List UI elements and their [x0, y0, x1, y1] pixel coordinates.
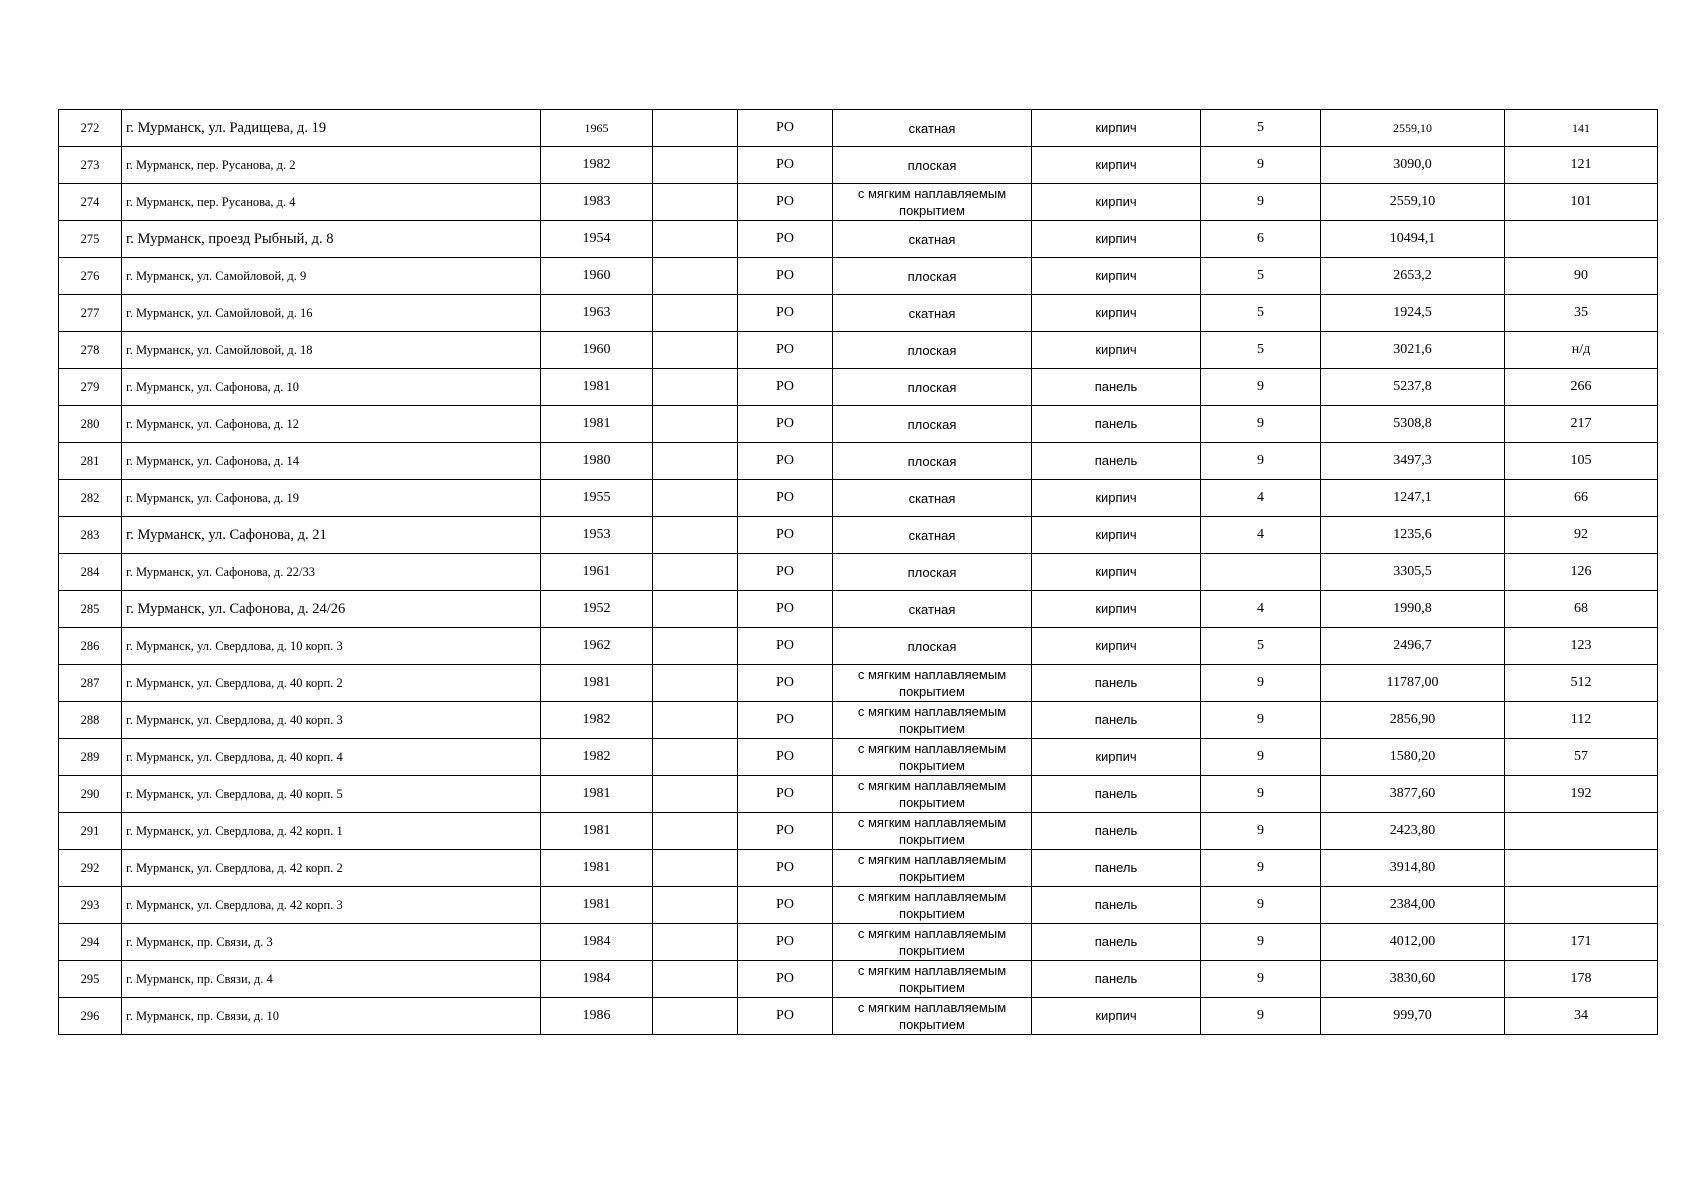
cell-floors: 5 — [1201, 628, 1321, 665]
cell-code: РО — [738, 332, 833, 369]
cell-code: РО — [738, 147, 833, 184]
cell-floors: 9 — [1201, 369, 1321, 406]
cell-blank — [653, 591, 738, 628]
cell-count: 105 — [1505, 443, 1658, 480]
cell-year: 1982 — [541, 702, 653, 739]
cell-wall-material: панель — [1032, 776, 1201, 813]
cell-blank — [653, 924, 738, 961]
cell-area: 3021,6 — [1321, 332, 1505, 369]
cell-roof-type: с мягким наплавляемым покрытием — [833, 961, 1032, 998]
cell-address: г. Мурманск, ул. Сафонова, д. 19 — [122, 480, 541, 517]
cell-address: г. Мурманск, ул. Сафонова, д. 12 — [122, 406, 541, 443]
cell-year: 1984 — [541, 924, 653, 961]
cell-year: 1984 — [541, 961, 653, 998]
cell-count — [1505, 850, 1658, 887]
cell-number: 280 — [59, 406, 122, 443]
cell-area: 10494,1 — [1321, 221, 1505, 258]
cell-year: 1962 — [541, 628, 653, 665]
table-row — [59, 443, 1658, 480]
cell-blank — [653, 813, 738, 850]
cell-year: 1965 — [541, 110, 653, 147]
cell-code: РО — [738, 258, 833, 295]
cell-count: 266 — [1505, 369, 1658, 406]
cell-area: 2559,10 — [1321, 184, 1505, 221]
cell-floors: 9 — [1201, 739, 1321, 776]
cell-area: 2653,2 — [1321, 258, 1505, 295]
cell-area: 1247,1 — [1321, 480, 1505, 517]
cell-roof-type: с мягким наплавляемым покрытием — [833, 184, 1032, 221]
cell-number: 277 — [59, 295, 122, 332]
table-row — [59, 961, 1658, 998]
cell-floors — [1201, 554, 1321, 591]
cell-wall-material: панель — [1032, 961, 1201, 998]
table-row — [59, 332, 1658, 369]
table-row — [59, 110, 1658, 147]
cell-count: 34 — [1505, 998, 1658, 1035]
cell-area: 3497,3 — [1321, 443, 1505, 480]
cell-floors: 5 — [1201, 110, 1321, 147]
table-row — [59, 776, 1658, 813]
cell-address: г. Мурманск, ул. Свердлова, д. 42 корп. 1 — [122, 813, 541, 850]
cell-address: г. Мурманск, ул. Свердлова, д. 42 корп. 2 — [122, 850, 541, 887]
table-row — [59, 147, 1658, 184]
cell-roof-type: с мягким наплавляемым покрытием — [833, 739, 1032, 776]
cell-roof-type: с мягким наплавляемым покрытием — [833, 850, 1032, 887]
cell-blank — [653, 850, 738, 887]
cell-blank — [653, 295, 738, 332]
cell-code: РО — [738, 369, 833, 406]
cell-wall-material: панель — [1032, 924, 1201, 961]
cell-address: г. Мурманск, ул. Самойловой, д. 16 — [122, 295, 541, 332]
table-row — [59, 184, 1658, 221]
cell-address: г. Мурманск, ул. Свердлова, д. 40 корп. 4 — [122, 739, 541, 776]
cell-roof-type: с мягким наплавляемым покрытием — [833, 702, 1032, 739]
cell-roof-type: с мягким наплавляемым покрытием — [833, 887, 1032, 924]
cell-count: 126 — [1505, 554, 1658, 591]
cell-count: 217 — [1505, 406, 1658, 443]
cell-area: 11787,00 — [1321, 665, 1505, 702]
table-row — [59, 369, 1658, 406]
cell-area: 2423,80 — [1321, 813, 1505, 850]
cell-count: 121 — [1505, 147, 1658, 184]
cell-roof-type: плоская — [833, 369, 1032, 406]
cell-number: 294 — [59, 924, 122, 961]
cell-year: 1981 — [541, 813, 653, 850]
cell-count: 66 — [1505, 480, 1658, 517]
cell-roof-type: плоская — [833, 406, 1032, 443]
table-row — [59, 480, 1658, 517]
table-row — [59, 998, 1658, 1035]
cell-number: 292 — [59, 850, 122, 887]
cell-blank — [653, 739, 738, 776]
cell-number: 273 — [59, 147, 122, 184]
cell-area: 2496,7 — [1321, 628, 1505, 665]
cell-code: РО — [738, 221, 833, 258]
cell-count: 57 — [1505, 739, 1658, 776]
cell-address: г. Мурманск, ул. Свердлова, д. 40 корп. 2 — [122, 665, 541, 702]
cell-roof-type: скатная — [833, 591, 1032, 628]
cell-floors: 9 — [1201, 924, 1321, 961]
cell-roof-type: скатная — [833, 221, 1032, 258]
cell-year: 1960 — [541, 258, 653, 295]
cell-address: г. Мурманск, ул. Самойловой, д. 18 — [122, 332, 541, 369]
table-body — [59, 110, 1658, 1035]
cell-floors: 5 — [1201, 295, 1321, 332]
table-row — [59, 221, 1658, 258]
cell-address: г. Мурманск, пр. Связи, д. 3 — [122, 924, 541, 961]
cell-blank — [653, 961, 738, 998]
cell-roof-type: плоская — [833, 258, 1032, 295]
cell-year: 1982 — [541, 739, 653, 776]
cell-roof-type: с мягким наплавляемым покрытием — [833, 924, 1032, 961]
cell-floors: 9 — [1201, 702, 1321, 739]
cell-wall-material: кирпич — [1032, 998, 1201, 1035]
cell-roof-type: с мягким наплавляемым покрытием — [833, 665, 1032, 702]
cell-roof-type: плоская — [833, 443, 1032, 480]
cell-floors: 9 — [1201, 776, 1321, 813]
cell-number: 272 — [59, 110, 122, 147]
cell-code: РО — [738, 813, 833, 850]
cell-wall-material: кирпич — [1032, 295, 1201, 332]
table-row — [59, 258, 1658, 295]
cell-year: 1960 — [541, 332, 653, 369]
cell-number: 287 — [59, 665, 122, 702]
cell-wall-material: кирпич — [1032, 554, 1201, 591]
cell-blank — [653, 628, 738, 665]
cell-number: 284 — [59, 554, 122, 591]
cell-floors: 9 — [1201, 665, 1321, 702]
cell-address: г. Мурманск, ул. Сафонова, д. 21 — [122, 517, 541, 554]
cell-count: 178 — [1505, 961, 1658, 998]
cell-count: 512 — [1505, 665, 1658, 702]
cell-address: г. Мурманск, ул. Свердлова, д. 42 корп. 3 — [122, 887, 541, 924]
cell-address: г. Мурманск, ул. Сафонова, д. 14 — [122, 443, 541, 480]
cell-code: РО — [738, 406, 833, 443]
cell-number: 283 — [59, 517, 122, 554]
cell-area: 2559,10 — [1321, 110, 1505, 147]
cell-count: 171 — [1505, 924, 1658, 961]
cell-floors: 9 — [1201, 184, 1321, 221]
cell-blank — [653, 332, 738, 369]
cell-area: 999,70 — [1321, 998, 1505, 1035]
cell-count: 92 — [1505, 517, 1658, 554]
cell-number: 281 — [59, 443, 122, 480]
table-row — [59, 887, 1658, 924]
cell-floors: 4 — [1201, 517, 1321, 554]
cell-address: г. Мурманск, пр. Связи, д. 10 — [122, 998, 541, 1035]
table-row — [59, 628, 1658, 665]
cell-roof-type: плоская — [833, 147, 1032, 184]
cell-wall-material: панель — [1032, 443, 1201, 480]
cell-address: г. Мурманск, ул. Свердлова, д. 10 корп. 3 — [122, 628, 541, 665]
table-row — [59, 924, 1658, 961]
table-row — [59, 517, 1658, 554]
cell-wall-material: панель — [1032, 665, 1201, 702]
cell-wall-material: панель — [1032, 369, 1201, 406]
cell-code: РО — [738, 591, 833, 628]
cell-wall-material: кирпич — [1032, 480, 1201, 517]
cell-blank — [653, 110, 738, 147]
cell-number: 285 — [59, 591, 122, 628]
cell-address: г. Мурманск, пер. Русанова, д. 2 — [122, 147, 541, 184]
cell-year: 1981 — [541, 850, 653, 887]
cell-roof-type: плоская — [833, 554, 1032, 591]
cell-blank — [653, 184, 738, 221]
cell-number: 296 — [59, 998, 122, 1035]
cell-code: РО — [738, 517, 833, 554]
cell-floors: 6 — [1201, 221, 1321, 258]
cell-wall-material: кирпич — [1032, 628, 1201, 665]
cell-count — [1505, 221, 1658, 258]
cell-code: РО — [738, 628, 833, 665]
cell-area: 4012,00 — [1321, 924, 1505, 961]
cell-floors: 9 — [1201, 850, 1321, 887]
cell-floors: 9 — [1201, 813, 1321, 850]
cell-count: 112 — [1505, 702, 1658, 739]
cell-blank — [653, 998, 738, 1035]
cell-floors: 4 — [1201, 480, 1321, 517]
cell-year: 1981 — [541, 776, 653, 813]
cell-code: РО — [738, 739, 833, 776]
cell-roof-type: скатная — [833, 480, 1032, 517]
cell-blank — [653, 406, 738, 443]
cell-year: 1981 — [541, 406, 653, 443]
cell-count — [1505, 887, 1658, 924]
cell-code: РО — [738, 776, 833, 813]
cell-number: 295 — [59, 961, 122, 998]
cell-number: 276 — [59, 258, 122, 295]
cell-address: г. Мурманск, пр. Связи, д. 4 — [122, 961, 541, 998]
cell-blank — [653, 665, 738, 702]
cell-number: 290 — [59, 776, 122, 813]
cell-address: г. Мурманск, ул. Сафонова, д. 22/33 — [122, 554, 541, 591]
cell-year: 1953 — [541, 517, 653, 554]
cell-roof-type: скатная — [833, 517, 1032, 554]
cell-year: 1980 — [541, 443, 653, 480]
cell-area: 1235,6 — [1321, 517, 1505, 554]
cell-area: 5237,8 — [1321, 369, 1505, 406]
cell-wall-material: кирпич — [1032, 517, 1201, 554]
cell-floors: 9 — [1201, 887, 1321, 924]
cell-code: РО — [738, 110, 833, 147]
cell-number: 289 — [59, 739, 122, 776]
cell-code: РО — [738, 480, 833, 517]
cell-wall-material: кирпич — [1032, 591, 1201, 628]
cell-year: 1961 — [541, 554, 653, 591]
cell-year: 1954 — [541, 221, 653, 258]
cell-floors: 5 — [1201, 332, 1321, 369]
cell-blank — [653, 702, 738, 739]
cell-area: 2856,90 — [1321, 702, 1505, 739]
cell-wall-material: панель — [1032, 813, 1201, 850]
cell-code: РО — [738, 850, 833, 887]
table-row — [59, 813, 1658, 850]
cell-count: 90 — [1505, 258, 1658, 295]
cell-year: 1981 — [541, 665, 653, 702]
cell-code: РО — [738, 665, 833, 702]
cell-wall-material: панель — [1032, 406, 1201, 443]
cell-area: 1990,8 — [1321, 591, 1505, 628]
cell-area: 3090,0 — [1321, 147, 1505, 184]
cell-number: 288 — [59, 702, 122, 739]
cell-roof-type: с мягким наплавляемым покрытием — [833, 776, 1032, 813]
cell-floors: 9 — [1201, 406, 1321, 443]
cell-address: г. Мурманск, ул. Сафонова, д. 10 — [122, 369, 541, 406]
cell-address: г. Мурманск, проезд Рыбный, д. 8 — [122, 221, 541, 258]
cell-year: 1986 — [541, 998, 653, 1035]
cell-wall-material: кирпич — [1032, 258, 1201, 295]
cell-year: 1982 — [541, 147, 653, 184]
cell-code: РО — [738, 295, 833, 332]
cell-area: 1924,5 — [1321, 295, 1505, 332]
cell-area: 3914,80 — [1321, 850, 1505, 887]
cell-code: РО — [738, 702, 833, 739]
cell-wall-material: кирпич — [1032, 184, 1201, 221]
cell-roof-type: скатная — [833, 110, 1032, 147]
table-row — [59, 406, 1658, 443]
cell-area: 3830,60 — [1321, 961, 1505, 998]
cell-code: РО — [738, 184, 833, 221]
table-row — [59, 702, 1658, 739]
cell-number: 278 — [59, 332, 122, 369]
cell-blank — [653, 776, 738, 813]
cell-area: 3305,5 — [1321, 554, 1505, 591]
cell-blank — [653, 443, 738, 480]
cell-blank — [653, 517, 738, 554]
cell-number: 279 — [59, 369, 122, 406]
cell-year: 1983 — [541, 184, 653, 221]
cell-number: 282 — [59, 480, 122, 517]
cell-wall-material: панель — [1032, 702, 1201, 739]
cell-address: г. Мурманск, ул. Свердлова, д. 40 корп. 5 — [122, 776, 541, 813]
cell-count: 192 — [1505, 776, 1658, 813]
cell-code: РО — [738, 443, 833, 480]
cell-code: РО — [738, 961, 833, 998]
cell-blank — [653, 221, 738, 258]
table-row — [59, 554, 1658, 591]
table-row — [59, 295, 1658, 332]
cell-area: 3877,60 — [1321, 776, 1505, 813]
cell-count: 101 — [1505, 184, 1658, 221]
cell-floors: 9 — [1201, 998, 1321, 1035]
cell-wall-material: кирпич — [1032, 221, 1201, 258]
cell-roof-type: с мягким наплавляемым покрытием — [833, 813, 1032, 850]
cell-roof-type: плоская — [833, 332, 1032, 369]
table-row — [59, 665, 1658, 702]
cell-code: РО — [738, 924, 833, 961]
cell-blank — [653, 369, 738, 406]
cell-area: 1580,20 — [1321, 739, 1505, 776]
cell-roof-type: скатная — [833, 295, 1032, 332]
cell-year: 1955 — [541, 480, 653, 517]
cell-number: 293 — [59, 887, 122, 924]
cell-count: 141 — [1505, 110, 1658, 147]
cell-code: РО — [738, 998, 833, 1035]
cell-blank — [653, 258, 738, 295]
cell-floors: 9 — [1201, 443, 1321, 480]
cell-address: г. Мурманск, ул. Свердлова, д. 40 корп. 3 — [122, 702, 541, 739]
cell-floors: 5 — [1201, 258, 1321, 295]
table-row — [59, 591, 1658, 628]
cell-wall-material: кирпич — [1032, 332, 1201, 369]
cell-wall-material: кирпич — [1032, 739, 1201, 776]
cell-number: 275 — [59, 221, 122, 258]
cell-blank — [653, 554, 738, 591]
cell-code: РО — [738, 887, 833, 924]
table-row — [59, 850, 1658, 887]
cell-wall-material: кирпич — [1032, 110, 1201, 147]
cell-count: н/д — [1505, 332, 1658, 369]
cell-year: 1981 — [541, 887, 653, 924]
cell-code: РО — [738, 554, 833, 591]
cell-year: 1963 — [541, 295, 653, 332]
cell-address: г. Мурманск, пер. Русанова, д. 4 — [122, 184, 541, 221]
cell-roof-type: с мягким наплавляемым покрытием — [833, 998, 1032, 1035]
cell-floors: 9 — [1201, 147, 1321, 184]
housing-registry-table — [58, 109, 1658, 1035]
cell-floors: 4 — [1201, 591, 1321, 628]
cell-count: 68 — [1505, 591, 1658, 628]
cell-year: 1952 — [541, 591, 653, 628]
cell-number: 286 — [59, 628, 122, 665]
cell-address: г. Мурманск, ул. Сафонова, д. 24/26 — [122, 591, 541, 628]
cell-number: 274 — [59, 184, 122, 221]
cell-roof-type: плоская — [833, 628, 1032, 665]
cell-floors: 9 — [1201, 961, 1321, 998]
cell-blank — [653, 887, 738, 924]
cell-count: 123 — [1505, 628, 1658, 665]
cell-blank — [653, 480, 738, 517]
cell-blank — [653, 147, 738, 184]
cell-area: 2384,00 — [1321, 887, 1505, 924]
cell-count — [1505, 813, 1658, 850]
cell-wall-material: кирпич — [1032, 147, 1201, 184]
cell-year: 1981 — [541, 369, 653, 406]
cell-count: 35 — [1505, 295, 1658, 332]
cell-wall-material: панель — [1032, 850, 1201, 887]
cell-wall-material: панель — [1032, 887, 1201, 924]
cell-address: г. Мурманск, ул. Радищева, д. 19 — [122, 110, 541, 147]
cell-address: г. Мурманск, ул. Самойловой, д. 9 — [122, 258, 541, 295]
table-row — [59, 739, 1658, 776]
cell-area: 5308,8 — [1321, 406, 1505, 443]
cell-number: 291 — [59, 813, 122, 850]
